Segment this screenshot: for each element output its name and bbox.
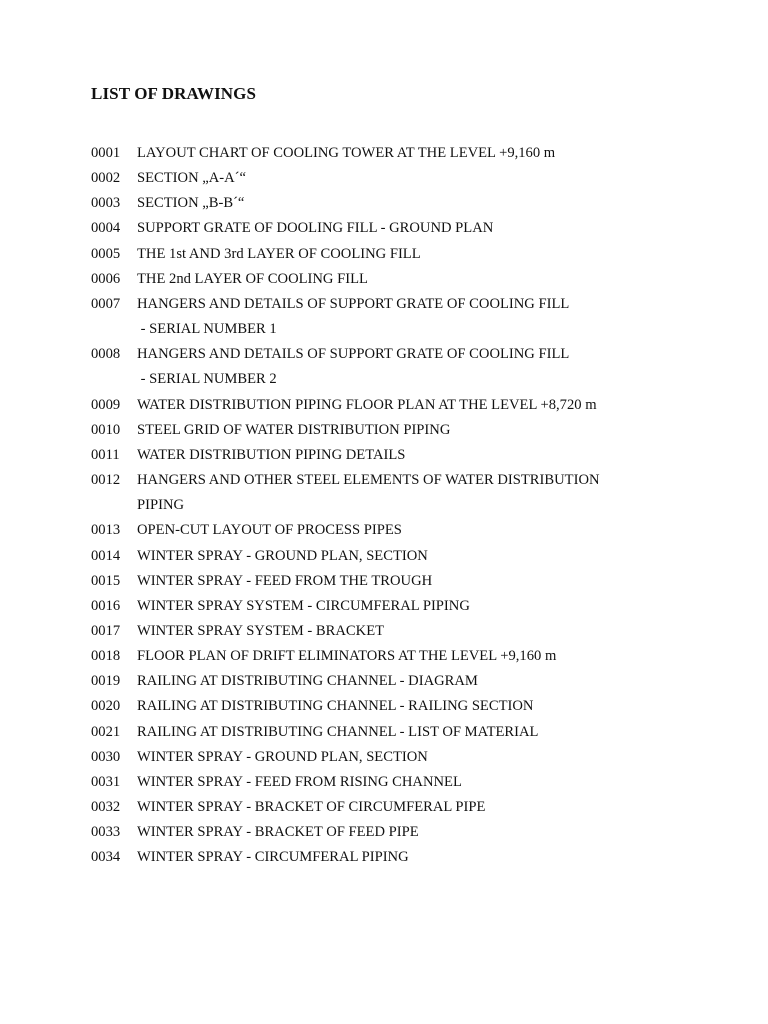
drawing-number: 0017 — [91, 622, 121, 639]
drawing-number: 0006 — [91, 270, 121, 287]
drawing-title-line: THE 2nd LAYER OF COOLING FILL — [137, 270, 368, 287]
drawing-entry — [91, 795, 711, 820]
drawing-entry — [91, 518, 711, 543]
drawing-title — [137, 393, 711, 418]
drawing-number: 0010 — [91, 421, 121, 438]
drawing-number: 0011 — [91, 446, 120, 463]
drawing-number: 0021 — [91, 723, 121, 740]
drawing-title — [137, 694, 711, 719]
drawing-entry — [91, 669, 711, 694]
drawing-number: 0005 — [91, 245, 121, 262]
drawing-number: 0009 — [91, 396, 121, 413]
drawing-title-line: FLOOR PLAN OF DRIFT ELIMINATORS AT THE LEVEL +9,160 m — [137, 648, 557, 665]
drawing-title-line: RAILING AT DISTRIBUTING CHANNEL - RAILING SECTION — [137, 698, 534, 715]
drawing-title — [137, 242, 711, 267]
drawing-entry — [91, 770, 711, 795]
drawing-entry — [91, 242, 711, 267]
drawing-entry — [91, 544, 711, 569]
drawing-entry — [91, 644, 711, 669]
drawing-number: 0001 — [91, 145, 121, 161]
drawing-title — [137, 518, 711, 543]
drawing-entry — [91, 569, 711, 594]
drawing-title-line: WINTER SPRAY - CIRCUMFERAL PIPING — [137, 849, 409, 866]
drawing-number: 0030 — [91, 748, 121, 765]
drawing-title — [137, 594, 711, 619]
drawing-entry — [91, 468, 711, 518]
drawing-title — [137, 644, 711, 669]
drawing-list — [91, 141, 711, 871]
drawing-title-line: RAILING AT DISTRIBUTING CHANNEL - DIAGRAM — [137, 673, 478, 690]
drawing-entry — [91, 720, 711, 745]
drawing-entry — [91, 820, 711, 845]
drawing-number: 0002 — [91, 170, 121, 187]
drawing-title-line: SUPPORT GRATE OF DOOLING FILL - GROUND PLAN — [137, 220, 494, 237]
drawing-title — [137, 745, 711, 770]
drawing-number: 0020 — [91, 698, 121, 715]
drawing-entry — [91, 443, 711, 468]
drawing-title — [137, 443, 711, 468]
drawing-title — [137, 820, 711, 845]
drawing-title-line: HANGERS AND OTHER STEEL ELEMENTS OF WATER DISTRIBUTION — [137, 472, 600, 489]
drawing-entry — [91, 845, 711, 870]
drawing-number: 0032 — [91, 799, 121, 816]
drawing-entry — [91, 393, 711, 418]
drawing-title — [137, 342, 711, 392]
drawing-entry — [91, 267, 711, 292]
drawing-number: 0013 — [91, 522, 121, 539]
drawing-title — [137, 720, 711, 745]
drawing-title-line: RAILING AT DISTRIBUTING CHANNEL - LIST OF MATERIAL — [137, 723, 539, 740]
drawing-title-line: - SERIAL NUMBER 2 — [137, 371, 277, 388]
drawing-entry — [91, 694, 711, 719]
page-title: LIST OF DRAWINGS — [91, 84, 257, 103]
drawing-title — [137, 267, 711, 292]
drawing-title-line: WINTER SPRAY SYSTEM - CIRCUMFERAL PIPING — [137, 597, 470, 614]
drawing-title — [137, 141, 711, 166]
drawing-entry — [91, 191, 711, 216]
drawing-title — [137, 216, 711, 241]
drawing-number: 0012 — [91, 472, 121, 489]
drawing-title-line: LAYOUT CHART OF COOLING TOWER AT THE LEVEL +9,160 m — [137, 145, 556, 161]
drawing-title — [137, 166, 711, 191]
drawing-number: 0003 — [91, 195, 121, 212]
drawing-number: 0016 — [91, 597, 121, 614]
drawing-number: 0004 — [91, 220, 121, 237]
drawing-number: 0034 — [91, 849, 121, 866]
drawing-title-line: WINTER SPRAY SYSTEM - BRACKET — [137, 622, 385, 639]
drawing-title-line: OPEN-CUT LAYOUT OF PROCESS PIPES — [137, 522, 402, 539]
drawing-number: 0015 — [91, 572, 121, 589]
drawing-title-line: WINTER SPRAY - FEED FROM RISING CHANNEL — [137, 773, 462, 790]
drawing-title-line: PIPING — [137, 497, 185, 514]
drawing-title-line: WATER DISTRIBUTION PIPING FLOOR PLAN AT THE LEVEL +8,720 m — [137, 396, 597, 413]
drawing-entry — [91, 216, 711, 241]
drawing-title — [137, 569, 711, 594]
drawing-title-line: SECTION „A-A´“ — [137, 170, 247, 187]
drawing-title — [137, 845, 711, 870]
drawing-title-line: WINTER SPRAY - BRACKET OF CIRCUMFERAL PIPE — [137, 799, 486, 816]
drawing-entry — [91, 342, 711, 392]
drawing-title — [137, 770, 711, 795]
drawing-title-line: HANGERS AND DETAILS OF SUPPORT GRATE OF COOLING FILL — [137, 346, 570, 363]
drawing-number: 0007 — [91, 295, 121, 312]
drawing-entry — [91, 141, 711, 166]
drawing-number: 0008 — [91, 346, 121, 363]
drawing-number: 0031 — [91, 773, 121, 790]
drawing-title-line: THE 1st AND 3rd LAYER OF COOLING FILL — [137, 245, 421, 262]
drawing-title — [137, 292, 711, 342]
drawing-title-line: SECTION „B-B´“ — [137, 195, 245, 212]
drawing-title — [137, 619, 711, 644]
drawing-title — [137, 669, 711, 694]
drawing-entry — [91, 745, 711, 770]
drawing-title-line: HANGERS AND DETAILS OF SUPPORT GRATE OF COOLING FILL — [137, 295, 570, 312]
drawing-title — [137, 418, 711, 443]
drawing-entry — [91, 418, 711, 443]
drawing-title-line: WINTER SPRAY - FEED FROM THE TROUGH — [137, 572, 433, 589]
drawing-title-line: - SERIAL NUMBER 1 — [137, 321, 277, 338]
drawing-entry — [91, 292, 711, 342]
drawing-title — [137, 544, 711, 569]
drawing-number: 0018 — [91, 648, 121, 665]
drawing-title-line: WINTER SPRAY - BRACKET OF FEED PIPE — [137, 824, 419, 841]
drawing-title-line: STEEL GRID OF WATER DISTRIBUTION PIPING — [137, 421, 451, 438]
drawing-number: 0019 — [91, 673, 121, 690]
drawing-title — [137, 191, 711, 216]
drawing-number: 0014 — [91, 547, 121, 564]
drawing-entry — [91, 166, 711, 191]
drawing-title-line: WINTER SPRAY - GROUND PLAN, SECTION — [137, 748, 428, 765]
drawing-title-line: WINTER SPRAY - GROUND PLAN, SECTION — [137, 547, 428, 564]
drawing-entry — [91, 594, 711, 619]
drawing-entry — [91, 619, 711, 644]
drawing-title — [137, 468, 711, 518]
drawing-number: 0033 — [91, 824, 121, 841]
drawing-title-line: WATER DISTRIBUTION PIPING DETAILS — [137, 446, 406, 463]
drawing-title — [137, 795, 711, 820]
